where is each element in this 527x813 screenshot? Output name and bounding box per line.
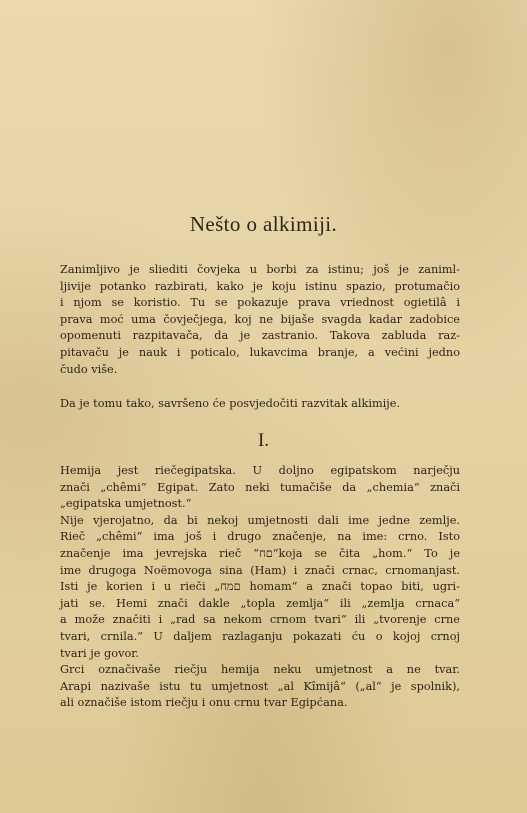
- page-title: Nešto o alkimiji.: [189, 212, 338, 236]
- text-line: tvari je govor.: [60, 646, 140, 660]
- text-line: Nije vjerojatno, da bi nekoj umjetnosti dali ime jedne zemlje.: [60, 513, 460, 527]
- text-line: Da je tomu tako, savršeno će posvjedočiti razvitak alkimije.: [60, 397, 401, 410]
- text-line: Arapi nazivaše istu tu umjetnost „al Kîmijâ“ („al“ je spolnik),: [60, 679, 460, 693]
- text-line: i njom se koristio. Tu se pokazuje prava vriednost ogietilâ i: [60, 296, 460, 310]
- text-line: ali označiše istom riečju i onu crnu tvar Egipćana.: [60, 696, 348, 710]
- text-line: znači „chêmi“ Egipat. Zato neki tumačiše da „chemia“ znači: [60, 480, 460, 494]
- text-line: čudo više.: [60, 362, 118, 376]
- text-line: ime drugoga Noëmovoga sina (Ham) i znači crnac, crnomanjast.: [60, 563, 460, 577]
- intro-paragraph-2: [60, 396, 460, 413]
- text-line: Isti je korien i u rieči „םמח homam“ a znači topao biti, ugri-: [60, 580, 460, 594]
- intro-paragraph-1: [60, 262, 460, 378]
- text-line: značenje ima jevrejska rieč “םח“koja se čita „hom.“ To je: [60, 546, 460, 560]
- section-heading: I.: [257, 430, 270, 451]
- text-line: tvari, crnila.“ U daljem razlaganju pokazati ću o kojoj crnoj: [60, 629, 460, 643]
- text-line: prava moć uma čovječjega, koj ne bijaše svagda kadar zadobice: [60, 312, 460, 326]
- text-line: jati se. Hemi znači dakle „topla zemlja“ ili „zemlja crnaca“: [60, 596, 460, 610]
- text-line: Rieč „chêmi“ ima još i drugo značenje, na ime: crno. Isto: [60, 530, 460, 544]
- text-line: Zanimljivo je sliediti čovjeka u borbi za istinu; još je zaniml-: [60, 263, 460, 276]
- text-line: Hemija jest riečegipatska. U doljno egipatskom narječju: [60, 464, 460, 477]
- text-line: Grci označivaše riečju hemija neku umjetnost a ne tvar.: [60, 663, 460, 677]
- text-line: „egipatska umjetnost.“: [60, 497, 192, 511]
- section-body: [60, 463, 460, 712]
- text-line: a može značiti i „rad sa nekom crnom tvari“ ili „tvorenje crne: [60, 613, 460, 627]
- text-line: pitavaču je nauk i poticalo, lukavcima branje, a većini jedno: [60, 345, 460, 359]
- text-line: opomenuti razpitavača, da je zastranio. Takova zabluda raz-: [60, 329, 460, 343]
- text-line: ljivije potanko razbirati, kako je koju istinu spazio, protumačio: [60, 279, 460, 293]
